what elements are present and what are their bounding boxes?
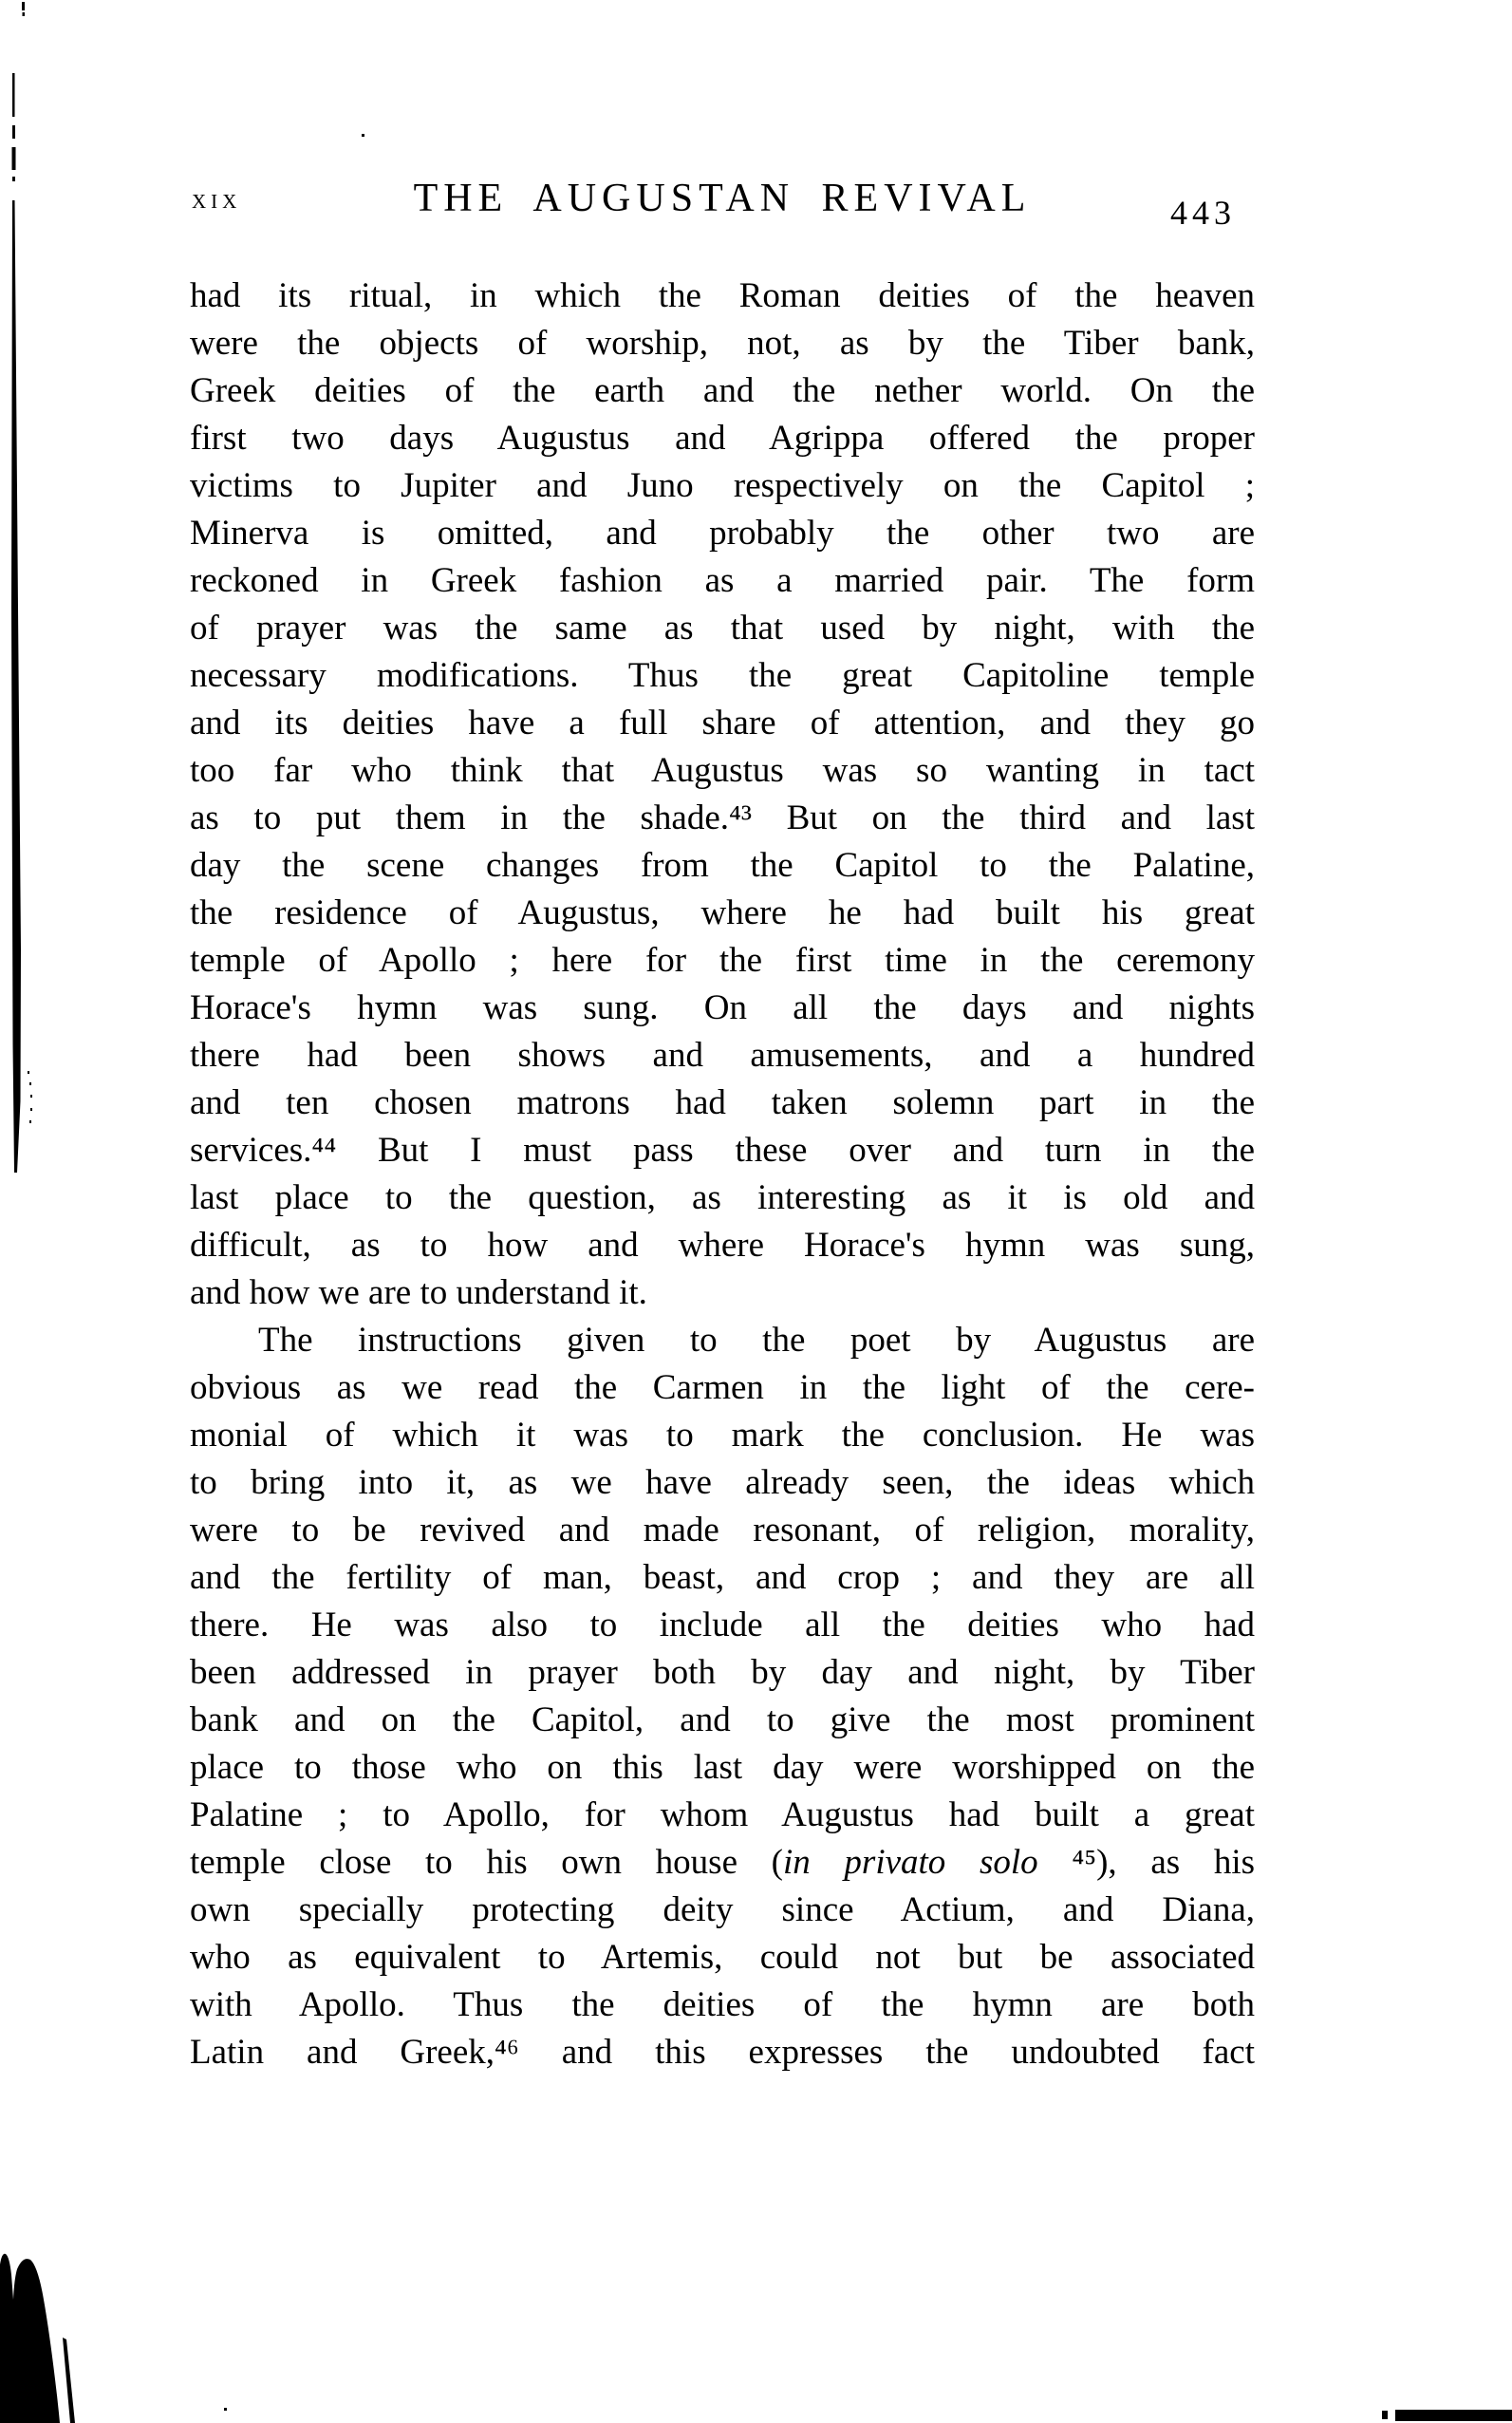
text-line: Latin and Greek,⁴⁶ and this expresses the undoubted fact xyxy=(190,2033,1255,2072)
text-line: there. He was also to include all the deities who had xyxy=(190,1606,1255,1644)
text-line: services.⁴⁴ But I must pass these over and turn in the xyxy=(190,1131,1255,1170)
text-line: there had been shows and amusements, and a hundred xyxy=(190,1036,1255,1075)
text-line: necessary modifications. Thus the great Capitoline temple xyxy=(190,656,1255,695)
body-text xyxy=(190,272,1255,2076)
text-line: The instructions given to the poet by Augustus are xyxy=(258,1321,1255,1360)
text-line: Horace's hymn was sung. On all the days and nights xyxy=(190,988,1255,1027)
top-left-speck-artifact xyxy=(22,2,25,16)
text-line: and the fertility of man, beast, and crop ; and they are all xyxy=(190,1558,1255,1597)
text-line: were the objects of worship, not, as by the Tiber bank, xyxy=(190,324,1255,363)
page-header xyxy=(190,176,1255,242)
text-line: been addressed in prayer both by day and night, by Tiber xyxy=(190,1653,1255,1692)
text-line: too far who think that Augustus was so wanting in tact xyxy=(190,751,1255,790)
text-line: place to those who on this last day were worshipped on the xyxy=(190,1748,1255,1787)
text-line: Minerva is omitted, and probably the other two are xyxy=(190,514,1255,553)
text-line: last place to the question, as interesting as it is old and xyxy=(190,1178,1255,1217)
paragraph xyxy=(190,1317,1255,2076)
text-line: first two days Augustus and Agrippa offered the proper xyxy=(190,419,1255,458)
left-margin-scan-line xyxy=(11,73,32,1173)
text-line: day the scene changes from the Capitol to the Palatine, xyxy=(190,846,1255,885)
text-line: own specially protecting deity since Actium, and Diana, xyxy=(190,1890,1255,1929)
text-line: the residence of Augustus, where he had built his great xyxy=(190,893,1255,932)
text-line: had its ritual, in which the Roman deities of the heaven xyxy=(190,276,1255,315)
chapter-number: xix xyxy=(192,183,242,215)
text-line: temple close to his own house (in privato solo ⁴⁵), as his xyxy=(190,1843,1256,1882)
ink-blob-artifact xyxy=(0,2254,75,2423)
text-line: Greek deities of the earth and the nether world. On the xyxy=(190,371,1255,410)
text-line: victims to Jupiter and Juno respectively on the Capitol ; xyxy=(190,466,1255,505)
text-line: and its deities have a full share of attention, and they go xyxy=(190,704,1255,742)
text-line: as to put them in the shade.⁴³ But on the third and last xyxy=(190,798,1255,837)
text-line: and how we are to understand it. xyxy=(190,1273,647,1312)
text-line: temple of Apollo ; here for the first time in the ceremony xyxy=(190,941,1255,980)
text-line: reckoned in Greek fashion as a married pair. The form xyxy=(190,561,1255,600)
running-title: THE AUGUSTAN REVIVAL xyxy=(413,177,1032,220)
text-line: difficult, as to how and where Horace's hymn was sung, xyxy=(190,1226,1255,1265)
text-line: with Apollo. Thus the deities of the hymn are both xyxy=(190,1985,1255,2024)
paragraph xyxy=(190,272,1255,1317)
text-line: obvious as we read the Carmen in the light of the cere- xyxy=(190,1368,1255,1407)
text-line: bank and on the Capitol, and to give the most prominent xyxy=(190,1700,1255,1739)
text-line: and ten chosen matrons had taken solemn part in the xyxy=(190,1083,1255,1122)
page-number: 443 xyxy=(1170,194,1236,232)
text-line: Palatine ; to Apollo, for whom Augustus had built a great xyxy=(190,1795,1255,1834)
bottom-right-scan-bar xyxy=(1382,2410,1512,2421)
text-line: to bring into it, as we have already seen, the ideas which xyxy=(190,1463,1255,1502)
text-line: were to be revived and made resonant, of religion, morality, xyxy=(190,1511,1255,1550)
text-line: monial of which it was to mark the conclusion. He was xyxy=(190,1416,1255,1455)
text-line: of prayer was the same as that used by night, with the xyxy=(190,609,1255,648)
text-line: who as equivalent to Artemis, could not but be associated xyxy=(190,1938,1255,1977)
